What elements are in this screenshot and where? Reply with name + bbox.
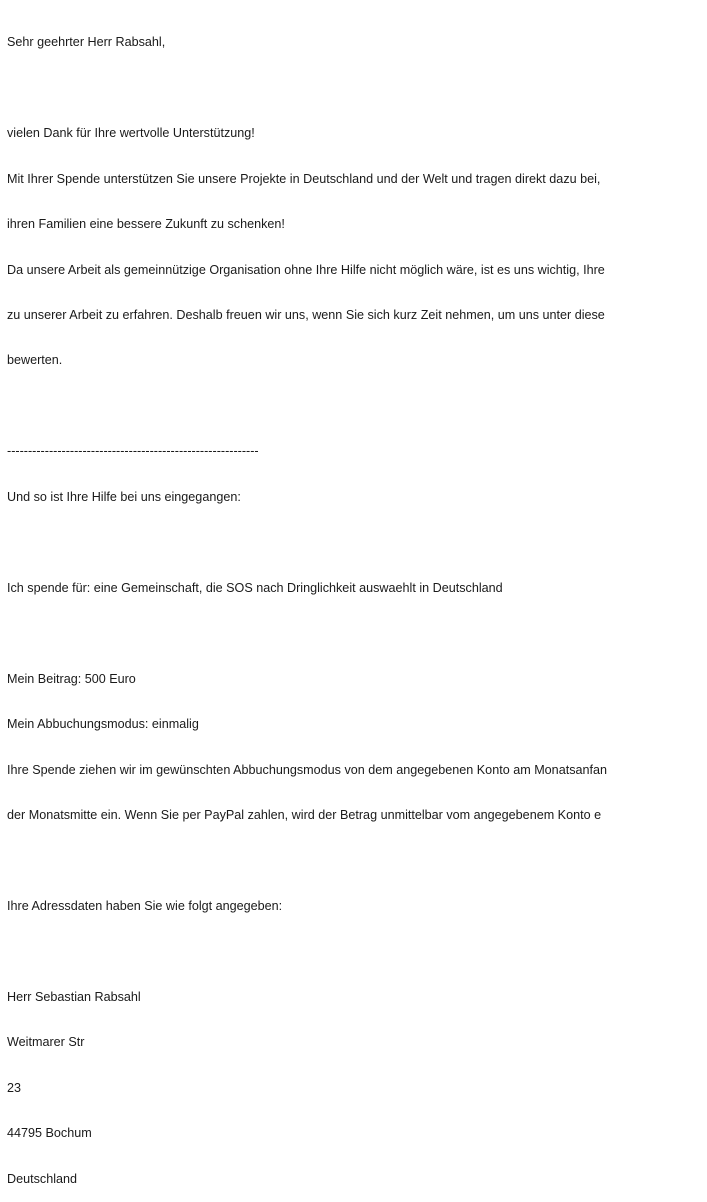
blank-line	[7, 81, 707, 96]
blank-line	[7, 399, 707, 414]
address-heading: Ihre Adressdaten haben Sie wie folgt angegeben:	[7, 898, 283, 913]
donation-amount: Mein Beitrag: 500 Euro	[7, 671, 136, 686]
email-body	[7, 5, 707, 1202]
thanks-text: vielen Dank für Ihre wertvolle Unterstützung!	[7, 126, 255, 141]
debit-info-line: Ihre Spende ziehen wir im gewünschten Abbuchungsmodus von dem angegebenen Konto am Monatsanfan	[7, 762, 608, 777]
donation-purpose: Ich spende für: eine Gemeinschaft, die SOS nach Dringlichkeit auswaehlt in Deutschland	[7, 580, 503, 595]
address-street: Weitmarer Str	[7, 1035, 85, 1050]
blank-line	[7, 626, 707, 641]
intro-text-line: Mit Ihrer Spende unterstützen Sie unsere Projekte in Deutschland und der Welt und tragen direkt dazu bei,	[7, 171, 601, 186]
blank-line	[7, 853, 707, 868]
greeting: Sehr geehrter Herr Rabsahl,	[7, 35, 166, 50]
debit-info-line: der Monatsmitte ein. Wenn Sie per PayPal zahlen, wird der Betrag unmittelbar vom angegebenem Konto e	[7, 808, 602, 823]
address-city: 44795 Bochum	[7, 1126, 92, 1141]
intro-text-line: Da unsere Arbeit als gemeinnützige Organisation ohne Ihre Hilfe nicht möglich wäre, ist es uns wichtig, Ihre	[7, 262, 605, 277]
received-heading: Und so ist Ihre Hilfe bei uns eingegangen:	[7, 489, 241, 504]
separator-line: ------------------------------------------------------------	[7, 444, 259, 459]
intro-text-line: zu unserer Arbeit zu erfahren. Deshalb freuen wir uns, wenn Sie sich kurz Zeit nehmen, um uns unter diese	[7, 308, 605, 323]
address-house-number: 23	[7, 1080, 22, 1095]
intro-text-line: ihren Familien eine bessere Zukunft zu schenken!	[7, 217, 285, 232]
blank-line	[7, 535, 707, 550]
address-country: Deutschland	[7, 1171, 78, 1186]
blank-line	[7, 944, 707, 959]
intro-text-line: bewerten.	[7, 353, 63, 368]
debit-mode: Mein Abbuchungsmodus: einmalig	[7, 717, 199, 732]
address-name: Herr Sebastian Rabsahl	[7, 989, 141, 1004]
